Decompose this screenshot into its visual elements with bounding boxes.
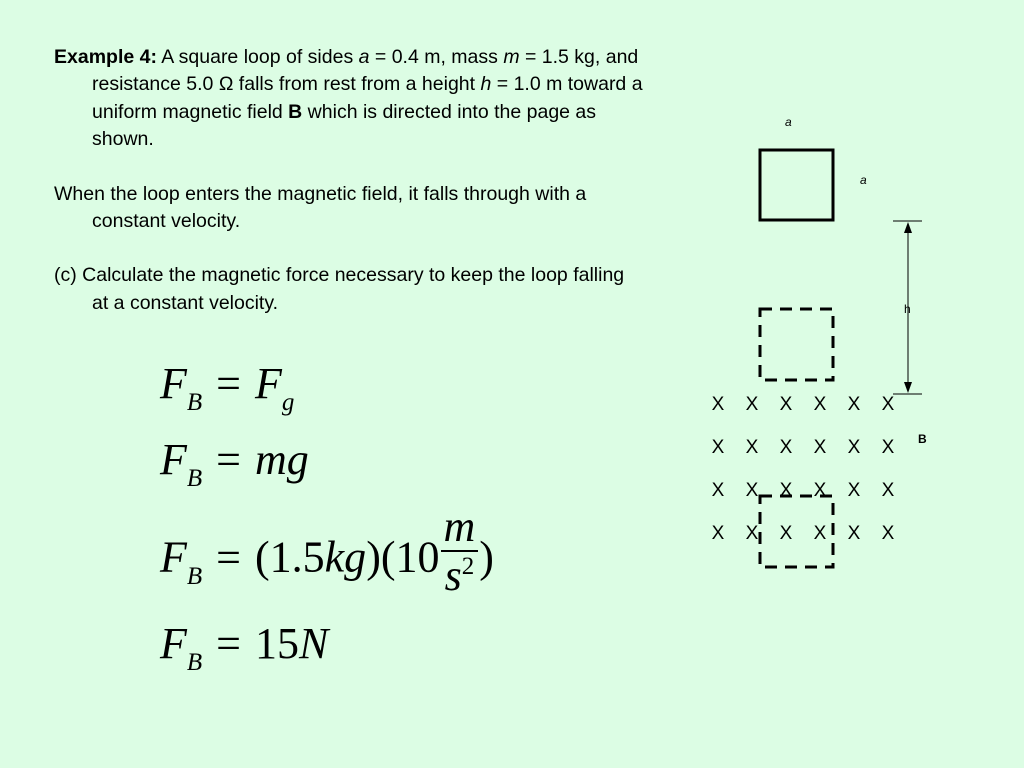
field-x-mark: X bbox=[745, 480, 759, 501]
eq-unit: N bbox=[299, 619, 329, 668]
field-x-mark: X bbox=[813, 523, 827, 544]
field-x-mark: X bbox=[711, 437, 725, 458]
eq-symbol: mg bbox=[255, 435, 309, 484]
field-label: B bbox=[918, 432, 927, 446]
loop-initial bbox=[760, 150, 833, 220]
field-x-mark: X bbox=[779, 523, 793, 544]
field-x-mark: X bbox=[745, 523, 759, 544]
height-arrow-head-down bbox=[904, 382, 912, 393]
eq-unit: s bbox=[444, 551, 462, 600]
eq-number: (1.5 bbox=[255, 532, 325, 582]
field-x-mark: X bbox=[711, 523, 725, 544]
fraction-numerator: m bbox=[443, 502, 476, 551]
eq-symbol: F bbox=[160, 435, 187, 484]
field-x-mark: X bbox=[813, 437, 827, 458]
eq-operator: = bbox=[216, 359, 241, 408]
text-run: A square loop of sides bbox=[156, 46, 359, 68]
problem-paragraph-2: When the loop enters the magnetic field, it falls through with a constant velocity. bbox=[54, 182, 587, 233]
eq-subscript: B bbox=[186, 649, 203, 676]
field-x-mark: X bbox=[711, 480, 725, 501]
field-x-mark: X bbox=[847, 480, 861, 501]
loop-entering-field bbox=[760, 309, 833, 380]
eq-operator: = bbox=[216, 532, 241, 582]
var-B: B bbox=[288, 100, 303, 123]
field-x-mark: X bbox=[813, 394, 827, 415]
field-x-mark: X bbox=[813, 480, 827, 501]
field-x-mark: X bbox=[779, 437, 793, 458]
eq-operator: = bbox=[216, 619, 241, 668]
eq-symbol: F bbox=[160, 359, 187, 408]
text-run: = 0.4 m, mass bbox=[369, 46, 504, 68]
eq-superscript: 2 bbox=[461, 553, 475, 580]
field-x-mark: X bbox=[779, 394, 793, 415]
height-arrow-head-up bbox=[904, 222, 912, 233]
field-x-mark: X bbox=[847, 523, 861, 544]
eq-symbol: F bbox=[160, 619, 187, 668]
field-x-mark: X bbox=[779, 480, 793, 501]
field-x-mark: X bbox=[881, 523, 895, 544]
var-m: m bbox=[503, 46, 520, 68]
text-run: which is directed into the page as shown. bbox=[92, 100, 597, 151]
field-x-mark: X bbox=[745, 394, 759, 415]
eq-subscript: g bbox=[281, 389, 295, 416]
field-x-mark: X bbox=[881, 480, 895, 501]
side-label-top: a bbox=[785, 115, 792, 129]
eq-symbol: F bbox=[160, 532, 187, 582]
field-x-mark: X bbox=[745, 437, 759, 458]
var-h: h bbox=[480, 73, 492, 96]
example-label: Example 4: bbox=[54, 46, 157, 68]
eq-number: )(10 bbox=[366, 532, 440, 582]
eq-unit: kg bbox=[324, 532, 367, 582]
magnetic-field-grid bbox=[712, 394, 895, 544]
field-x-mark: X bbox=[847, 437, 861, 458]
var-a: a bbox=[358, 46, 370, 68]
field-x-mark: X bbox=[881, 394, 895, 415]
text-run: = 1.0 m toward a uniform magnetic field bbox=[92, 73, 643, 123]
eq-subscript: B bbox=[186, 562, 203, 590]
problem-paragraph-3: (c) Calculate the magnetic force necessary to keep the loop falling at a constant velocity. bbox=[54, 264, 625, 314]
text-run: = 1.5 kg, and resistance 5.0 Ω falls from rest from a height bbox=[92, 46, 639, 96]
eq-subscript: B bbox=[186, 465, 203, 492]
side-label-right: a bbox=[860, 173, 867, 187]
field-x-mark: X bbox=[881, 437, 895, 458]
eq-number: 15 bbox=[255, 619, 299, 668]
eq-paren: ) bbox=[479, 532, 494, 582]
field-x-mark: X bbox=[711, 394, 725, 415]
height-label: h bbox=[904, 302, 911, 316]
eq-symbol: F bbox=[255, 359, 282, 408]
field-x-mark: X bbox=[847, 394, 861, 415]
eq-subscript: B bbox=[186, 389, 203, 416]
eq-operator: = bbox=[216, 435, 241, 484]
